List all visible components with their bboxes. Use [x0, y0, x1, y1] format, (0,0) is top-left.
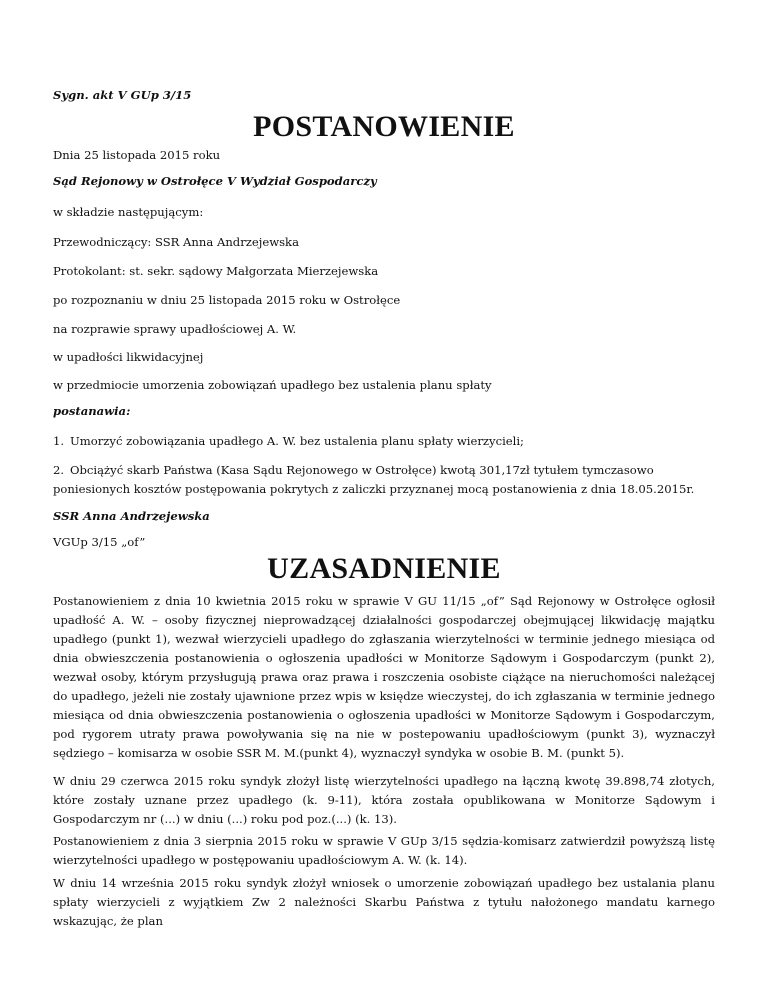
- ruling-item-number: 1.: [53, 434, 65, 448]
- ruling-label: postanawia:: [53, 404, 131, 418]
- court-name: Sąd Rejonowy w Ostrołęce V Wydział Gospodarczy: [53, 174, 377, 188]
- presiding-judge: Przewodniczący: SSR Anna Andrzejewska: [53, 235, 299, 249]
- composition-intro: w składzie następującym:: [53, 205, 204, 219]
- case-number: Sygn. akt V GUp 3/15: [53, 88, 192, 102]
- ruling-item-number: 2.: [53, 463, 65, 477]
- subject-line: w przedmiocie umorzenia zobowiązań upadłego bez ustalenia planu spłaty: [53, 378, 492, 392]
- ruling-item: [53, 461, 715, 499]
- ruling-item: [53, 432, 715, 451]
- bankruptcy-type: w upadłości likwidacyjnej: [53, 350, 204, 364]
- case-description: na rozprawie sprawy upadłościowej A. W.: [53, 322, 297, 336]
- justification-title: UZASADNIENIE: [267, 552, 501, 585]
- justification-paragraph: Postanowieniem z dnia 10 kwietnia 2015 roku w sprawie V GU 11/15 „of” Sąd Rejonowy w Ostrołęce ogłosił upadłość A. W. – osoby fizycznej nieprowadzącej działalności gospodarczej obejmującej likwidację majątku upadłego (punkt 1), wezwał wierzycieli upadłego do zgłaszania wierzytelności w terminie jednego miesiąca od dnia obwieszczenia postanowienia o ogłoszenia upadłości w Monitorze Sądowym i Gospodarczym (punkt 2), wezwał osoby, którym przysługują prawa oraz prawa i roszczenia osobiste ciążące na nieruchomości należącej do upadłego, jeżeli nie zostały ujawnione przez wpis w księdze wieczystej, do ich zgłaszania w terminie jednego miesiąca od dnia obwieszczenia postanowienia o ogłoszenia upadłości w Monitorze Sądowym i Gospodarczym, pod rygorem utraty prawa powoływania się na nie w postepowaniu upadłościowym (punkt 3), wyznaczył sędziego – komisarza w osobie SSR M. M.(punkt 4), wyznaczył syndyka w osobie B. M. (punkt 5).: [53, 594, 715, 760]
- ruling-item-text: Obciążyć skarb Państwa (Kasa Sądu Rejonowego w Ostrołęce) kwotą 301,17zł tytułem tymczasowo poniesionych kosztów postępowania pokrytych z zaliczki przyznanej mocą postanowienia z dnia 18.05.2015r.: [53, 463, 695, 496]
- date-line: Dnia 25 listopada 2015 roku: [53, 148, 221, 162]
- ruling-item-text: Umorzyć zobowiązania upadłego A. W. bez ustalenia planu spłaty wierzycieli;: [70, 434, 524, 448]
- court-clerk: Protokolant: st. sekr. sądowy Małgorzata Mierzejewska: [53, 264, 379, 278]
- signature: SSR Anna Andrzejewska: [53, 509, 210, 523]
- justification-paragraph: Postanowieniem z dnia 3 sierpnia 2015 roku w sprawie V GUp 3/15 sędzia-komisarz zatwierdził powyższą listę wierzytelności upadłego w postępowaniu upadłościowym A. W. (k. 14).: [53, 834, 715, 867]
- case-reference: VGUp 3/15 „of”: [53, 535, 146, 549]
- hearing-line: po rozpoznaniu w dniu 25 listopada 2015 roku w Ostrołęce: [53, 293, 401, 307]
- justification-paragraph: W dniu 29 czerwca 2015 roku syndyk złożył listę wierzytelności upadłego na łączną kwotę 39.898,74 złotych, które zostały uznane przez upadłego (k. 9-11), która została opublikowana w Monitorze Sądowym i Gospodarczym nr (...) w dniu (...) roku pod poz.(...) (k. 13).: [53, 774, 715, 826]
- document-title: POSTANOWIENIE: [253, 110, 515, 143]
- justification-paragraph: W dniu 14 września 2015 roku syndyk złożył wniosek o umorzenie zobowiązań upadłego bez ustalania planu spłaty wierzycieli z wyjątkiem Zw 2 należności Skarbu Państwa z tytułu nałożonego mandatu karnego wskazując, że plan: [53, 876, 715, 928]
